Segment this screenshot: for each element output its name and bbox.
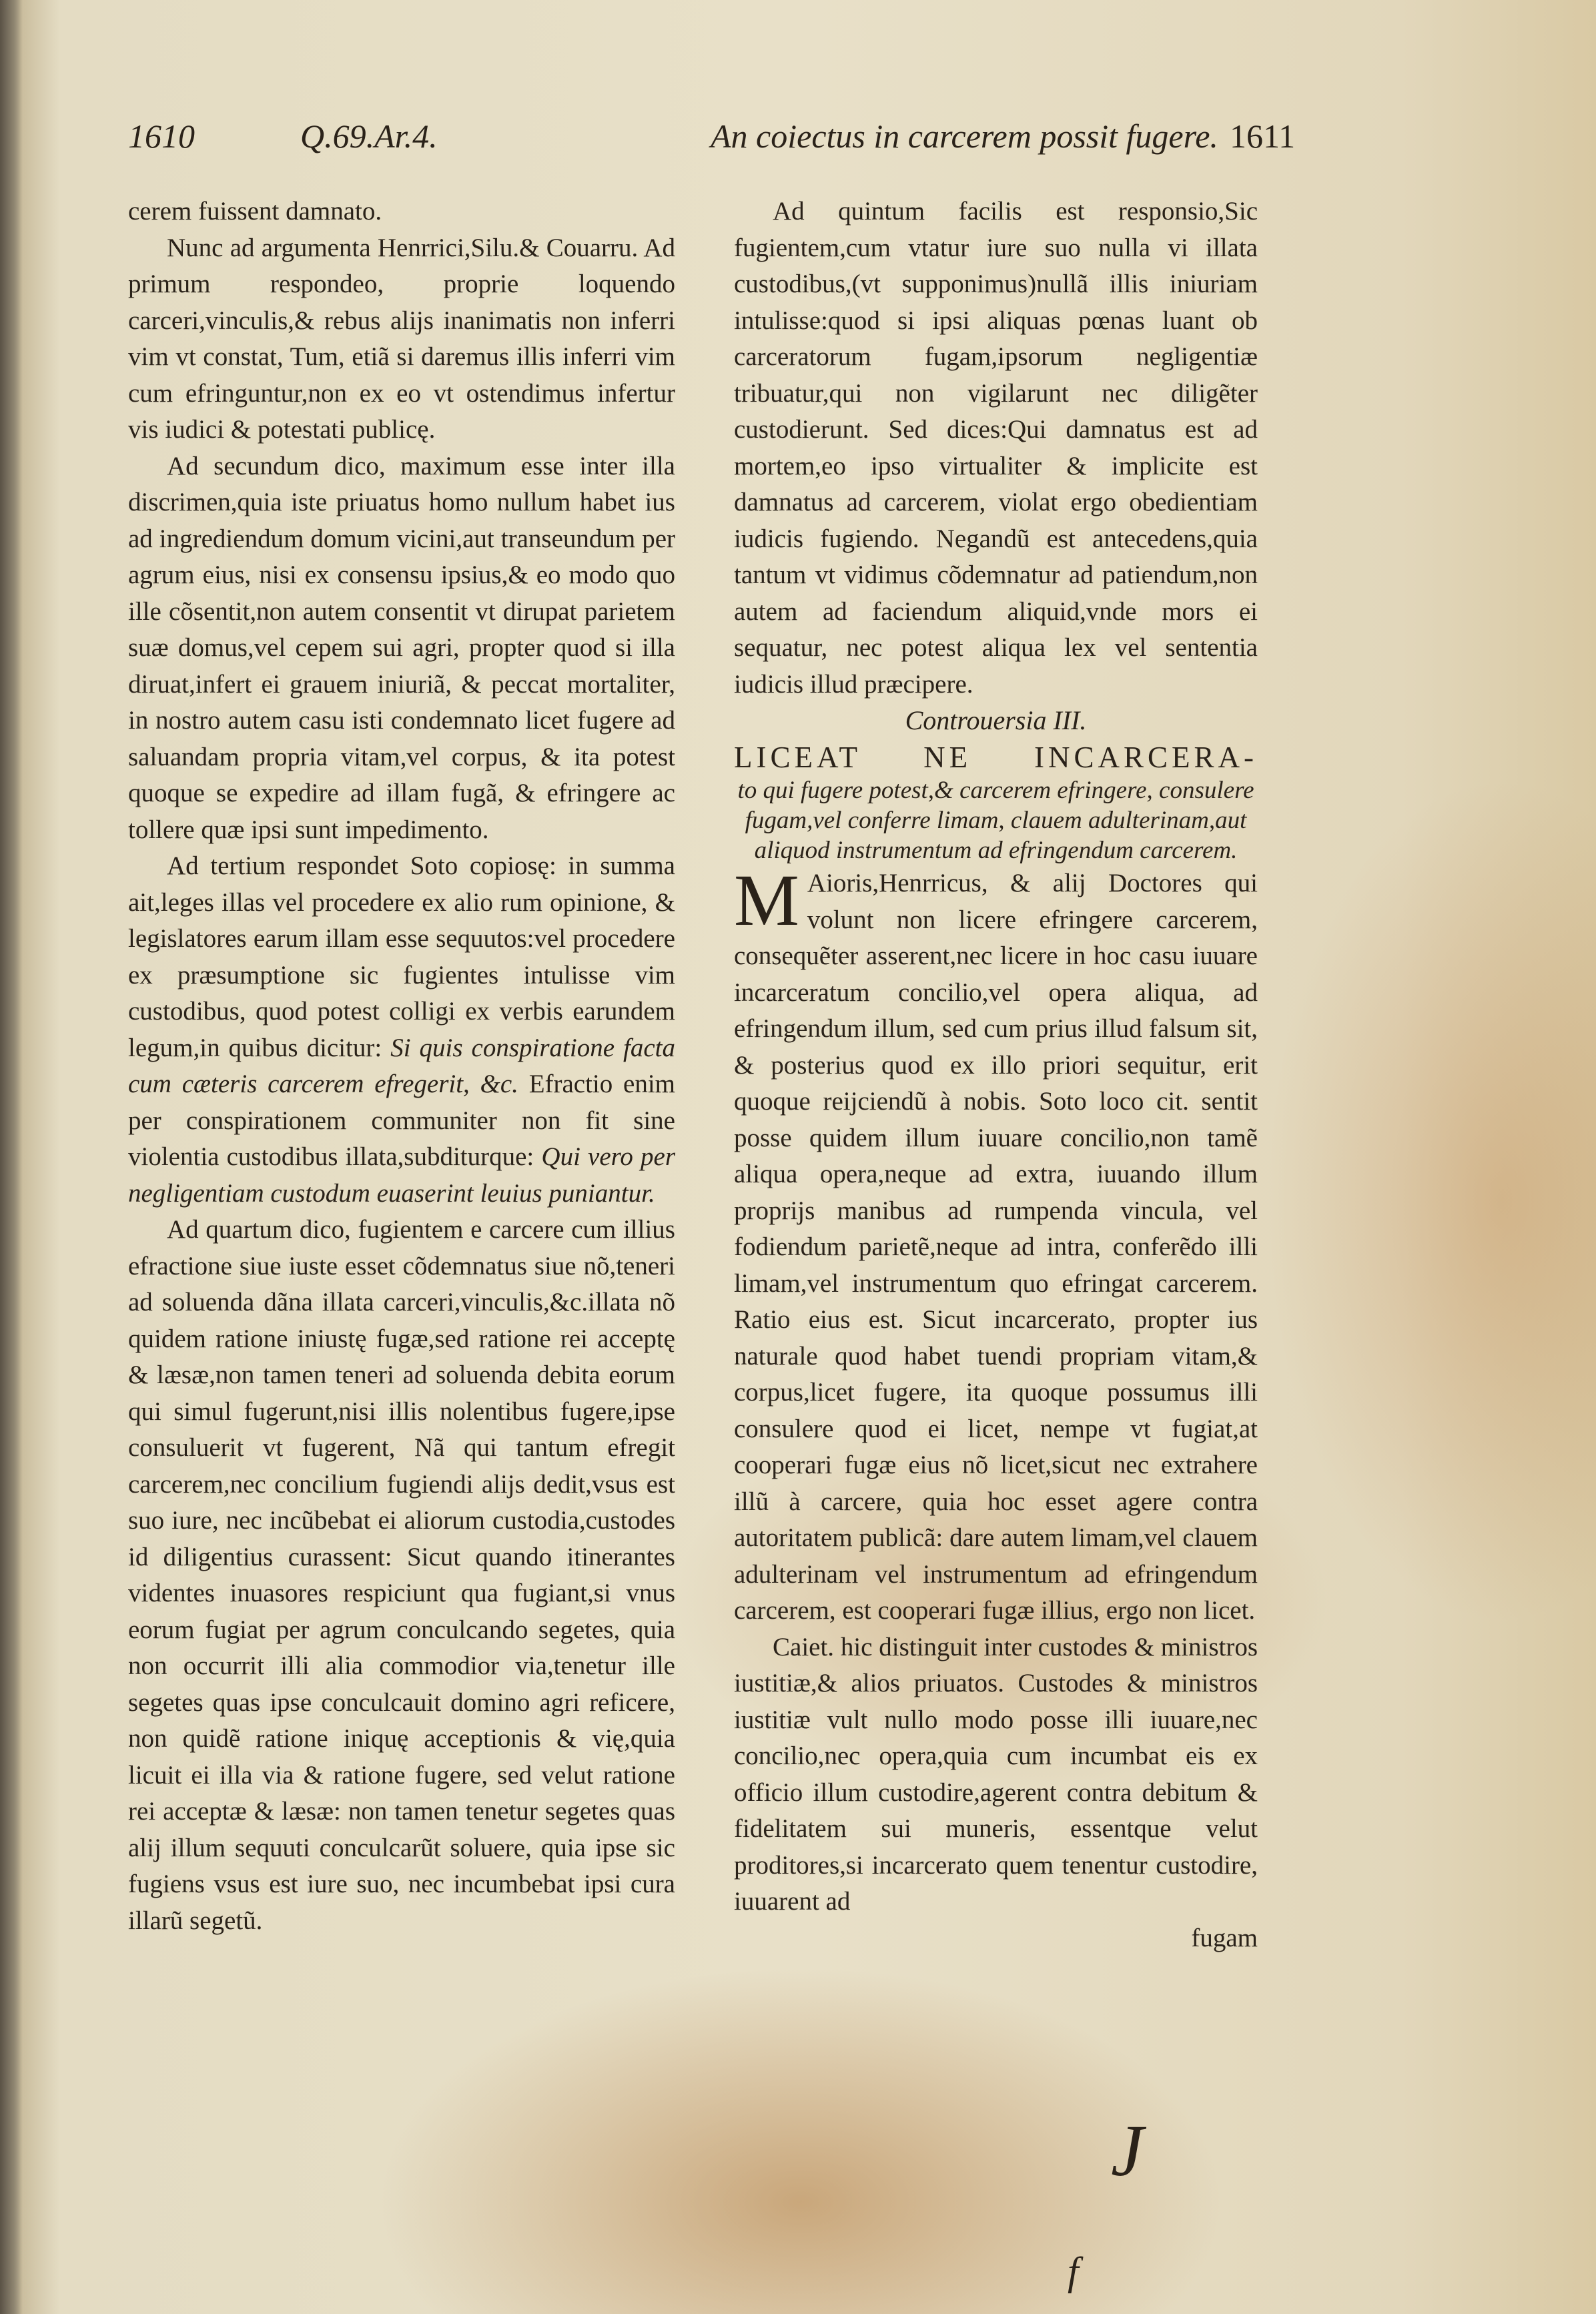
- paragraph: [128, 848, 675, 1212]
- paragraph: Nunc ad argumenta Henrrici,Silu.& Couarru. Ad primum respondeo, proprie loquendo carceri,vinculis,& rebus alijs inanimatis non inferri vim vt constat, Tum, etiã si daremus illis inferri vim cum efringuntur,non ex eo vt ostendimus infertur vis iudici & potestati publicę.: [128, 233, 675, 444]
- citation-italic: Qui vero per negligentiam custodum euaserint leuius puniantur.: [128, 1142, 676, 1208]
- drop-capital: M: [734, 859, 799, 941]
- paragraph: Ad quintum facilis est responsio,Sic fugientem,cum vtatur iure suo nulla vi illata custodibus,(vt supponimus)nullã illis iniuriam intulisse:quod si ipsi aliquas pœnas luant ob carceratorum fugam,ipsorum negligentiæ tribuatur,qui non vigilarunt nec diligẽter custodierunt. Sed dices:Qui damnatus est ad mortem,eo ipso virtualiter & implicite est damnatus ad carcerem, violat ergo obedientiam iudicis fugiendo. Negandũ est antecedens,quia tantum vt vidimus cõdemnatur ad patiendum,non autem ad faciendum aliquid,vnde mors ei sequatur, nec potest aliqua lex vel sententia iudicis illud præcipere.: [734, 197, 1258, 699]
- section-heading: LICEAT NE INCARCERA-: [734, 740, 1258, 774]
- text: Ad tertium respondet Soto copiosę: in summa ait,leges illas vel procedere ex alio rum opinione, & legislatores earum illam esse sequutos:vel procedere ex præsumptione sic fugientes intulisse vim custodibus, quod potest colligi ex verbis earundem legum,in quibus dicitur:: [128, 851, 675, 1062]
- paragraph: Ad secundum dico, maximum esse inter illa discrimen,quia iste priuatus homo nullum habet ius ad ingrediendum domum vicini,aut transeundum per agrum eius, nisi ex consensu ipsius,& eo modo quo ille cõsentit,non autem consentit vt dirupat parietem suæ domus,vel cepem sui agri, propter quod si illa diruat,infert ei grauem iniuriã, & peccat mortaliter, in nostro autem casu isti condemnato licet fugere ad saluandam propria vitam,vel corpus, & ita potest quoque se expedire ad illam fugã, & efringere ac tollere quæ ipsi sunt impedimento.: [128, 451, 675, 844]
- paragraph: Caiet. hic distinguit inter custodes & ministros iustitiæ,& alios priuatos. Custodes & ministros iustitiæ vult nullo modo posse illi iuuare,nec concilio,nec opera,quia cum incumbat eis ex officio illum custodire,agerent contra debitum & fidelitatem sui muneris, essentque velut proditores,si incarcerato quem tenentur custodire, iuuarent ad: [734, 1632, 1258, 1916]
- handwritten-mark: J: [1111, 2110, 1144, 2191]
- left-text-column: [128, 194, 675, 1939]
- section-subheading: to qui fugere potest,& carcerem efringere, consulere fugam,vel conferre limam, clauem adulterinam,aut aliquod instrumentum ad efringendum carcerem.: [737, 777, 1254, 864]
- paragraph: [734, 859, 1258, 1629]
- paragraph: cerem fuissent damnato.: [128, 197, 382, 226]
- citation-italic: Si quis conspiratione facta cum cæteris carcerem efregerit, &c.: [128, 1033, 676, 1098]
- catchword: fugam: [1191, 1923, 1258, 1952]
- right-page-number: 1611: [1230, 117, 1296, 155]
- text: Efractio enim per conspirationem communiter non fit sine violentia custodibus illata,subditurque:: [128, 1070, 675, 1171]
- binding-gutter: [0, 0, 23, 2314]
- left-running-title: Q.69.Ar.4.: [300, 117, 438, 155]
- text: Aioris,Henrricus, & alij Doctores qui volunt non licere efringere carcerem, consequẽter asserent,nec licere in hoc casu iuuare incarceratum concilio,vel opera aliqua, ad efringendum illum, sed cum prius illud falsum sit, & posterius quod ex illo priori sequitur, erit quoque reijciendũ à nobis. Soto loco cit. sentit posse quidem illum iuuare concilio,non tamẽ aliqua opera,neque ad extra, iuuando illum proprijs manibus ad rumpenda vincula, vel fodiendum parietẽ,neque ad intra, conferẽdo illi limam,vel instrumentum quo efringat carcerem. Ratio eius est. Sicut incarcerato, propter ius naturale quod habet tuendi propriam vitam,& corpus,licet fugere, ita quoque possumus illi consulere quod ei licet, nempe vt fugiat,at cooperari fugæ eius nõ licet,sicut nec extrahere illũ à carcere, quia hoc esset agere contra autoritatem publicã: dare autem limam,vel clauem adulterinam vel instrumentum ad efringendum carcerem, est cooperari fugæ illius, ergo non licet.: [734, 869, 1258, 1625]
- handwritten-mark: f: [1068, 2249, 1079, 2293]
- right-running-title: An coiectus in carcerem possit fugere.: [711, 117, 1218, 155]
- paragraph: Ad quartum dico, fugientem e carcere cum illius efractione siue iuste esset cõdemnatus siue nõ,teneri ad soluenda dãna illata carceri,vinculis,&c.illata nõ quidem ratione iniustę fugæ,sed ratione rei acceptę & læsæ,non tamen teneri ad soluenda debita eorum qui simul fugerunt,nisi illis nolentibus fugere,ipse consuluerit vt fugerent, Nã qui tantum efregit carcerem,nec concilium fugiendi alijs dedit,vsus est suo iure, nec incũbebat ei aliorum custodia,custodes id diligentius curassent: Sicut quando itinerantes videntes inuasores respiciunt qua fugiant,si vnus eorum fugiat per agrum conculcando segetes, quia non occurrit illi alia commodior via,tenetur ille segetes quas ipse conculcauit domino agri reficere, non quidẽ ratione iniquę acceptionis & vię,quia licuit ei illa via & ratione fugere, sed velut ratione rei acceptæ & læsæ: non tamen tenetur segetes quas alij illum sequuti conculcarũt soluere, quia ipse sic fugiens vsus est iure suo, nec incumbebat ipsi cura illarũ segetũ.: [128, 1215, 675, 1935]
- right-text-column: [734, 194, 1258, 1956]
- controversy-label: Controuersia III.: [905, 705, 1087, 735]
- left-page-number: 1610: [128, 117, 195, 155]
